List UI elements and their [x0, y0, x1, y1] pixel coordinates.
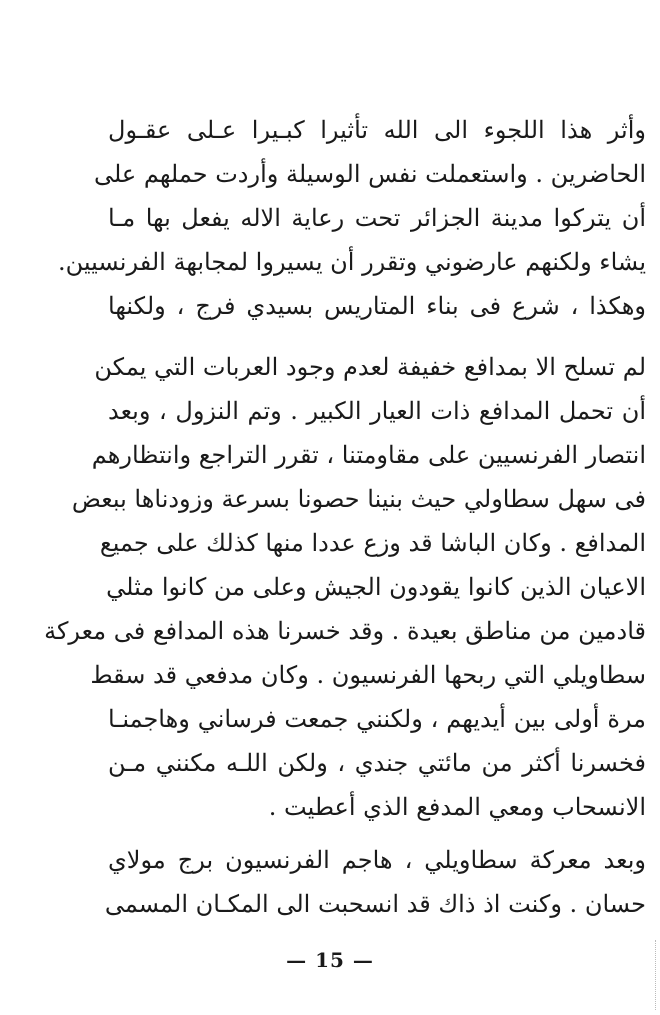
- page-edge-mark: [654, 940, 656, 1010]
- text-line: فخسرنا أكثر من مائتي جندي ، ولكن اللـه مكنني مـن: [108, 749, 646, 777]
- text-line: أن يتركوا مدينة الجزائر تحت رعاية الاله يفعل بها مـا: [108, 204, 646, 232]
- text-line: أن تحمل المدافع ذات العيار الكبير . وتم النزول ، وبعد: [108, 397, 646, 425]
- text-line: الحاضرين . واستعملت نفس الوسيلة وأردت حملهم على: [93, 160, 646, 188]
- paragraph-3: [104, 838, 646, 926]
- text-line: حسان . وكنت اذ ذاك قد انسحبت الى المكـان المسمى: [104, 890, 646, 918]
- paragraph-1: [57, 108, 646, 328]
- text-line: وهكذا ، شرع فى بناء المتاريس بسيدي فرج ، ولكنها: [108, 292, 646, 320]
- text-line: قادمين من مناطق بعيدة . وقد خسرنا هذه المدافع فى معركة: [44, 617, 646, 645]
- text-line: لم تسلح الا بمدافع خفيفة لعدم وجود العربات التي يمكن: [94, 353, 646, 381]
- page-number: — 15 —: [286, 948, 374, 972]
- text-line: المدافع . وكان الباشا قد وزع عددا منها كذلك على جميع: [99, 529, 646, 557]
- text-line: وأثر هذا اللجوء الى الله تأثيرا كبـيرا عـلى عقـول: [108, 116, 646, 144]
- text-line: الانسحاب ومعي المدفع الذي أعطيت .: [268, 793, 646, 821]
- paragraph-2: [44, 345, 646, 829]
- text-line: وبعد معركة سطاويلي ، هاجم الفرنسيون برج مولاي: [108, 846, 646, 874]
- text-line: يشاء ولكنهم عارضوني وتقرر أن يسيروا لمجابهة الفرنسيين.: [57, 248, 646, 276]
- text-line: فى سهل سطاولي حيث بنينا حصونا بسرعة وزودناها ببعض: [71, 485, 646, 513]
- text-line: مرة أولى بين أيديهم ، ولكنني جمعت فرساني وهاجمنـا: [108, 705, 646, 733]
- text-line: الاعيان الذين كانوا يقودون الجيش وعلى من كانوا مثلي: [106, 573, 646, 601]
- text-line: سطاويلي التي ربحها الفرنسيون . وكان مدفعي قد سقط: [90, 661, 646, 689]
- text-line: انتصار الفرنسيين على مقاومتنا ، تقرر التراجع وانتظارهم: [91, 441, 646, 469]
